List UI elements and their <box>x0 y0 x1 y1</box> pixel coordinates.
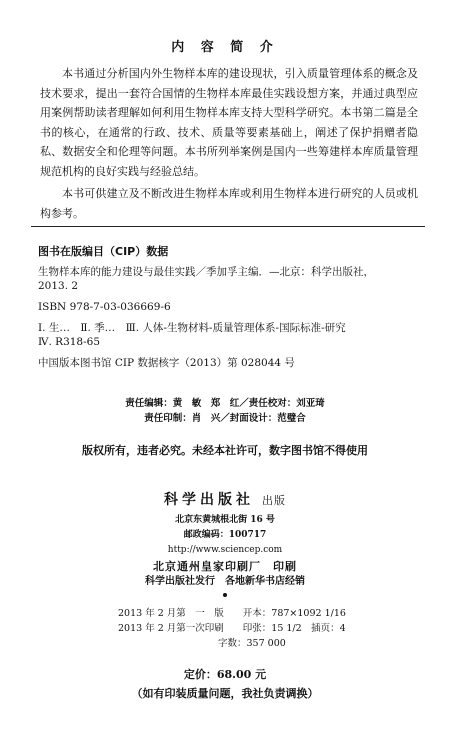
edition-specs <box>118 606 358 651</box>
divider <box>31 226 425 227</box>
printing-credit: 责任印制：肖 兴／封面设计：范璧合 <box>144 413 306 424</box>
distribution: 科学出版社发行 各地新华书店经销 <box>145 576 305 587</box>
publisher-name: 科学出版社 <box>164 492 254 508</box>
introduction <box>40 64 418 226</box>
cip-header: 图书在版编目（CIP）数据 <box>38 245 169 258</box>
credits <box>0 396 450 426</box>
cip-record-number: 中国版本图书馆 CIP 数据核字（2013）第 028044 号 <box>38 357 295 369</box>
intro-paragraph: 本书通过分析国内外生物样本库的建设现状，引入质量管理体系的概念及技术要求，提出一套符合国情的生物样本库最佳实践设想方案，并通过典型应用案例帮助读者理解如何利用生物样本库支持大型科学研究。本书第二篇是全书的核心，在通常的行政、技术、质量等要素基础上，阐述了保护捐赠者隐私、数据安全和伦理等问题。本书所列举案例是国内一些筹建样本库质量管理规范机构的良好实践与经验总结。 <box>40 67 418 178</box>
copyright-notice: 版权所有，违者必究。未经本社许可，数字图书馆不得使用 <box>82 444 368 457</box>
publisher-block <box>0 489 450 603</box>
intro-paragraph: 本书可供建立及不断改进生物样本库或利用生物样本进行研究的人员或机构参考。 <box>40 187 418 220</box>
page-title: 内 容 简 介 <box>171 40 279 55</box>
quality-notice: （如有印装质量问题，我社负责调换） <box>131 687 319 700</box>
printing-line: 2013 年 2 月第一次印刷 印张：15 1/2 插页：4 <box>118 623 346 634</box>
word-count: 字数：357 000 <box>218 638 286 649</box>
publisher-address: 北京东黄城根北街 16 号 <box>175 515 275 525</box>
cip-isbn: ISBN 978-7-03-036669-6 <box>38 301 171 313</box>
cip-date: 2013. 2 <box>38 280 79 292</box>
price: 定价：68.00 元 <box>183 668 267 681</box>
edition-line: 2013 年 2 月第 一 版 开本：787×1092 1/16 <box>118 608 346 619</box>
cip-subjects: Ⅰ. 生… Ⅱ. 季… Ⅲ. 人体-生物材料-质量管理体系-国际标准-研究 <box>38 322 346 334</box>
publisher-name-line <box>0 489 450 509</box>
cip-bibliographic-line: 生物样本库的能力建设与最佳实践／季加孚主编．—北京：科学出版社， <box>38 266 374 278</box>
cip-classification: Ⅳ. R318-65 <box>38 336 101 348</box>
printer: 北京通州皇家印刷厂 印刷 <box>153 560 297 573</box>
editors-credit: 责任编辑：黄 敏 郑 红／责任校对：刘亚琦 <box>125 398 325 409</box>
publisher-postcode: 邮政编码：100717 <box>183 530 267 540</box>
cip-data <box>38 265 428 370</box>
publisher-suffix: 出版 <box>262 494 286 507</box>
bullet-mark <box>223 593 227 597</box>
publisher-url: http://www.sciencep.com <box>167 545 283 555</box>
